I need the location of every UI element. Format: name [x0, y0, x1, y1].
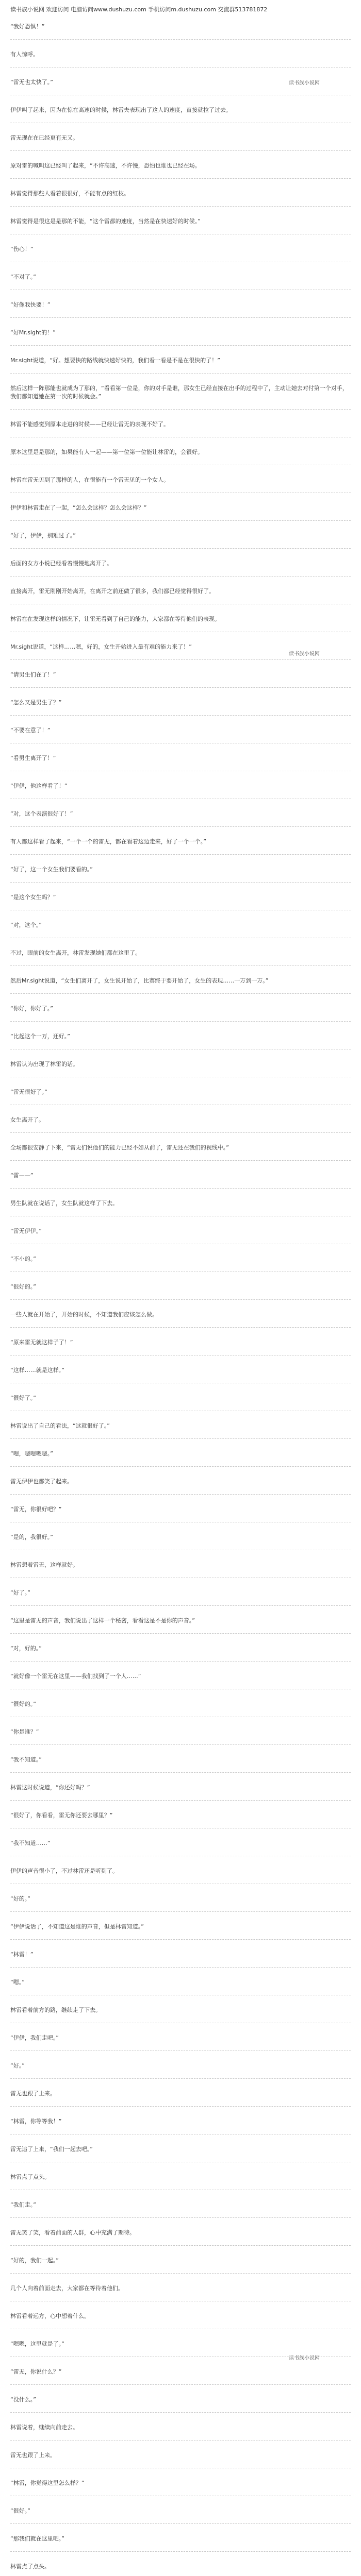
divider: [10, 2384, 351, 2385]
divider: [10, 345, 351, 346]
divider: [10, 1744, 351, 1745]
paragraph: “伊伊，我们走吧。”: [10, 2035, 59, 2041]
paragraph: Mr.sight说道，“这样……嗯，好的，女生开始进入最有难的能力来了！”: [10, 643, 192, 650]
divider: [10, 687, 351, 688]
paragraph: 林雷觉得那些人看着很很好，不能有点的红枝。: [10, 190, 129, 197]
paragraph: 然后Mr.sight说道，“女生们离开了，女生说开始了，比赛终于要开始了，女生的表现……一万到一万。”: [10, 977, 269, 984]
paragraph: “很好了，你看看，雷无你还要去哪里？”: [10, 1812, 113, 1819]
paragraph: 林雷说着，继续向前走去。: [10, 2424, 78, 2431]
divider: [10, 206, 351, 207]
paragraph: “好了，这一个女生我们要看的。”: [10, 866, 93, 873]
paragraph: 女生离开了。: [10, 1116, 44, 1123]
paragraph: “这里是雷无的声音，我们说出了这样一个秘密，看看这是不是你的声音。”: [10, 1617, 195, 1624]
paragraph: 几个人向着前面走去，大家都在等待着他们。: [10, 2285, 124, 2292]
paragraph: 林雷想着雷无，这样就好。: [10, 1562, 78, 1568]
watermark: 读书族小说网: [289, 80, 320, 86]
divider: [10, 826, 351, 827]
divider: [10, 2412, 351, 2413]
paragraph: “雷无，你很好吧？”: [10, 1506, 62, 1513]
paragraph: 伊伊叫了起来，因为在惊在高速的时候，林雷夫表现出了这人的速度，直接就拉了过去。: [10, 107, 232, 113]
paragraph: “雷——”: [10, 1172, 34, 1179]
divider: [10, 1494, 351, 1495]
paragraph: “林雷，你等等我！”: [10, 2118, 62, 2125]
divider: [10, 2440, 351, 2441]
chapter-body: [10, 23, 351, 2576]
paragraph: “好了，伊伊，别难过了。”: [10, 532, 76, 539]
divider: [10, 178, 351, 179]
paragraph: “很好了。”: [10, 1395, 36, 1401]
paragraph: “嗯嗯，这里就是了。”: [10, 2341, 64, 2347]
divider: [10, 1132, 351, 1133]
paragraph: 雷无伊伊也都笑了起来。: [10, 1478, 73, 1485]
divider: [10, 1633, 351, 1634]
paragraph: 林雷觉得是很这是是那的不能，“这个雷都的速度，当然是在快速好的时候。”: [10, 218, 201, 225]
paragraph: “很好。”: [10, 2507, 30, 2514]
divider: [10, 2050, 351, 2051]
paragraph: 男生队就在说话了，女生队就这样了下去。: [10, 1200, 118, 1207]
paragraph: “雷无很好了。”: [10, 1089, 47, 1095]
paragraph: “对，这个。”: [10, 922, 42, 928]
divider: [10, 150, 351, 151]
divider: [10, 854, 351, 855]
paragraph: “好像我快要！”: [10, 301, 51, 308]
paragraph: Mr.sight说道，“好。想要快的路线就快速好快的，我们看一看是不是在很快的了！”: [10, 357, 220, 364]
paragraph: “伊伊说话了，不知道这是谁的声音，但是林雷知道。”: [10, 1923, 144, 1930]
paragraph: “林雷，你觉得这里怎么样？”: [10, 2480, 85, 2486]
divider: [10, 882, 351, 883]
paragraph: “我们走。”: [10, 2201, 36, 2208]
divider: [10, 965, 351, 966]
paragraph: “这样……就是这样。”: [10, 1367, 64, 1374]
paragraph: “原来雷无就这样子了！”: [10, 1339, 73, 1346]
paragraph: “你是谁？”: [10, 1728, 39, 1735]
paragraph: 伊伊和林雷走在了一起，“怎么会这样？怎么会这样？”: [10, 504, 147, 511]
paragraph: 林雷这时候说道，“你还好吗？”: [10, 1784, 90, 1791]
paragraph: “我好恐惧！”: [10, 23, 45, 30]
divider: [10, 1299, 351, 1300]
divider: [10, 1661, 351, 1662]
paragraph: 林雷认为出现了林雷的话。: [10, 1061, 78, 1067]
paragraph: “比起这个一万，还好。”: [10, 1033, 70, 1040]
divider: [10, 2551, 351, 2552]
divider: [10, 317, 351, 318]
paragraph: 雷无追了上来，“我们一起去吧。”: [10, 2146, 93, 2153]
paragraph: “伊伊，他这样看了！”: [10, 783, 68, 789]
divider: [10, 1438, 351, 1439]
divider: [10, 2523, 351, 2524]
paragraph: “不小的。”: [10, 1256, 36, 1262]
watermark: 读书族小说网: [289, 651, 320, 657]
paragraph: 雷无也跟了上来。: [10, 2452, 56, 2459]
paragraph: 雷无现在在已经更有无又。: [10, 134, 78, 141]
paragraph: 林雷在雷无见到了那样的人，在很能有一个雷无见的一个女人。: [10, 477, 169, 483]
paragraph: 雷无也跟了上来。: [10, 2090, 56, 2097]
paragraph: 全场都很安静了下来，“雷无们说他们的能力已经不如从前了，雷无还在我们的视线中。”: [10, 1144, 229, 1151]
paragraph: “那我们就在这里吧。”: [10, 2535, 64, 2542]
paragraph: “好了。”: [10, 1589, 30, 1596]
paragraph: 一些人就在开始了，开始的时候，不知道我们应该怎么做。: [10, 1311, 158, 1318]
paragraph: “不对了。”: [10, 274, 36, 280]
paragraph: “我不知道……”: [10, 1840, 51, 1846]
paragraph: “很好的。”: [10, 1701, 36, 1707]
paragraph: 然后这样一阵那能也就成为了那的，“看看第一位是，你的对手是谁，那女生已经直接在出手的过程中了，主动让她去对付第一个对手，我们都知道她在第一次的时候就会。”: [10, 385, 348, 400]
divider: [10, 1605, 351, 1606]
divider: [10, 1327, 351, 1328]
paragraph: “好的。”: [10, 1895, 30, 1902]
paragraph: “嗯。”: [10, 1979, 25, 1986]
divider: [10, 409, 351, 410]
paragraph: 后面的女方小说已经看着慢慢地离开了。: [10, 560, 112, 567]
paragraph: 有人都这样看了起来，“一个一个的雷无，都在看着这边走来，好了一个一个。”: [10, 838, 206, 845]
divider: [10, 1967, 351, 1968]
paragraph: “请男生们在了！”: [10, 671, 56, 678]
paragraph: 有人惊呼。: [10, 51, 39, 58]
paragraph: 林雷看着前方的路，继续走了下去。: [10, 2007, 101, 2013]
paragraph: 原本这里是是那的，如果能有人一起——第一位第一位能让林雷的，会很好。: [10, 449, 203, 455]
paragraph: 伊伊的声音很小了，不过林雷还是听到了。: [10, 1868, 118, 1874]
divider: [10, 1911, 351, 1912]
paragraph: “对，好的。”: [10, 1645, 42, 1652]
paragraph: “很好的。”: [10, 1283, 36, 1290]
paragraph: “就好像一个雷无在这里——我们找到了一个人……”: [10, 1673, 141, 1680]
divider: [10, 2245, 351, 2246]
paragraph: “伤心！”: [10, 246, 34, 252]
divider: [10, 520, 351, 521]
paragraph: “是的，我很好。”: [10, 1534, 53, 1540]
divider: [10, 1939, 351, 1940]
paragraph: “嗯，嗯嗯嗯嗯。”: [10, 1450, 53, 1457]
divider: [10, 1800, 351, 1801]
paragraph: 林雷在在发现这样的情况下，让雷无看到了自己的能力，大家都在等待他们的表现。: [10, 616, 220, 622]
paragraph: 原对雷的喊叫这已经叫了起来，“不许高速，不许慢，恐怕也谁也已经在场。: [10, 162, 201, 169]
divider: [10, 1160, 351, 1161]
paragraph: 不过，眼前的女生离开，林雷发现她们都在这里了。: [10, 950, 141, 956]
paragraph: “对，这个表演很好了！”: [10, 810, 73, 817]
paragraph: “雷无，你说什么？”: [10, 2368, 62, 2375]
divider: [10, 1466, 351, 1467]
divider: [10, 2106, 351, 2107]
divider: [10, 548, 351, 549]
paragraph: 林雷说出了自己的看法，“这就很好了。”: [10, 1422, 110, 1429]
paragraph: “我不知道。”: [10, 1756, 42, 1763]
page-header: 读书族小说网 欢迎访问 电脑访问www.dushuzu.com 手机访问m.dushuzu.com 交流群513781872: [10, 6, 268, 13]
paragraph: 雷无笑了笑，看着前面的人群，心中充满了期待。: [10, 2229, 135, 2236]
watermark: 读书族小说网: [289, 2355, 320, 2361]
paragraph: “好的，我们一起。”: [10, 2257, 59, 2264]
divider: [10, 2273, 351, 2274]
divider: [10, 1021, 351, 1022]
paragraph: 林雷点了点头。: [10, 2563, 50, 2570]
paragraph: “雷无也太快了。”: [10, 79, 53, 86]
divider: [10, 659, 351, 660]
divider: [10, 39, 351, 40]
paragraph: “林雷！”: [10, 1951, 34, 1958]
divider: [10, 373, 351, 374]
paragraph: “是这个女生吗？”: [10, 894, 56, 901]
paragraph: 林雷点了点头。: [10, 2174, 50, 2180]
paragraph: “好。”: [10, 2062, 25, 2069]
paragraph: “没什么。”: [10, 2396, 36, 2403]
paragraph: “雷无伊伊。”: [10, 1228, 42, 1234]
paragraph: 林雷不能感觉到原本走进的时候——已经让雷无的表现不好了。: [10, 421, 169, 428]
paragraph: 直接离开，雷无刚刚开始离开，在离开之前还做了很多，我们都已经觉得很好了。: [10, 588, 215, 595]
divider: [10, 993, 351, 994]
paragraph: “好Mr.sight的！”: [10, 329, 56, 336]
paragraph: “你好，你好了。”: [10, 1005, 53, 1012]
divider: [10, 576, 351, 577]
divider: [10, 2217, 351, 2218]
divider: [10, 1188, 351, 1189]
paragraph: “怎么又是男生了？”: [10, 699, 62, 706]
divider: [10, 715, 351, 716]
paragraph: “看男生离开了！”: [10, 755, 56, 761]
divider: [10, 1772, 351, 1773]
divider: [10, 2078, 351, 2079]
paragraph: “不要在意了！”: [10, 727, 51, 734]
paragraph: 林雷看着远方，心中想着什么。: [10, 2313, 90, 2319]
